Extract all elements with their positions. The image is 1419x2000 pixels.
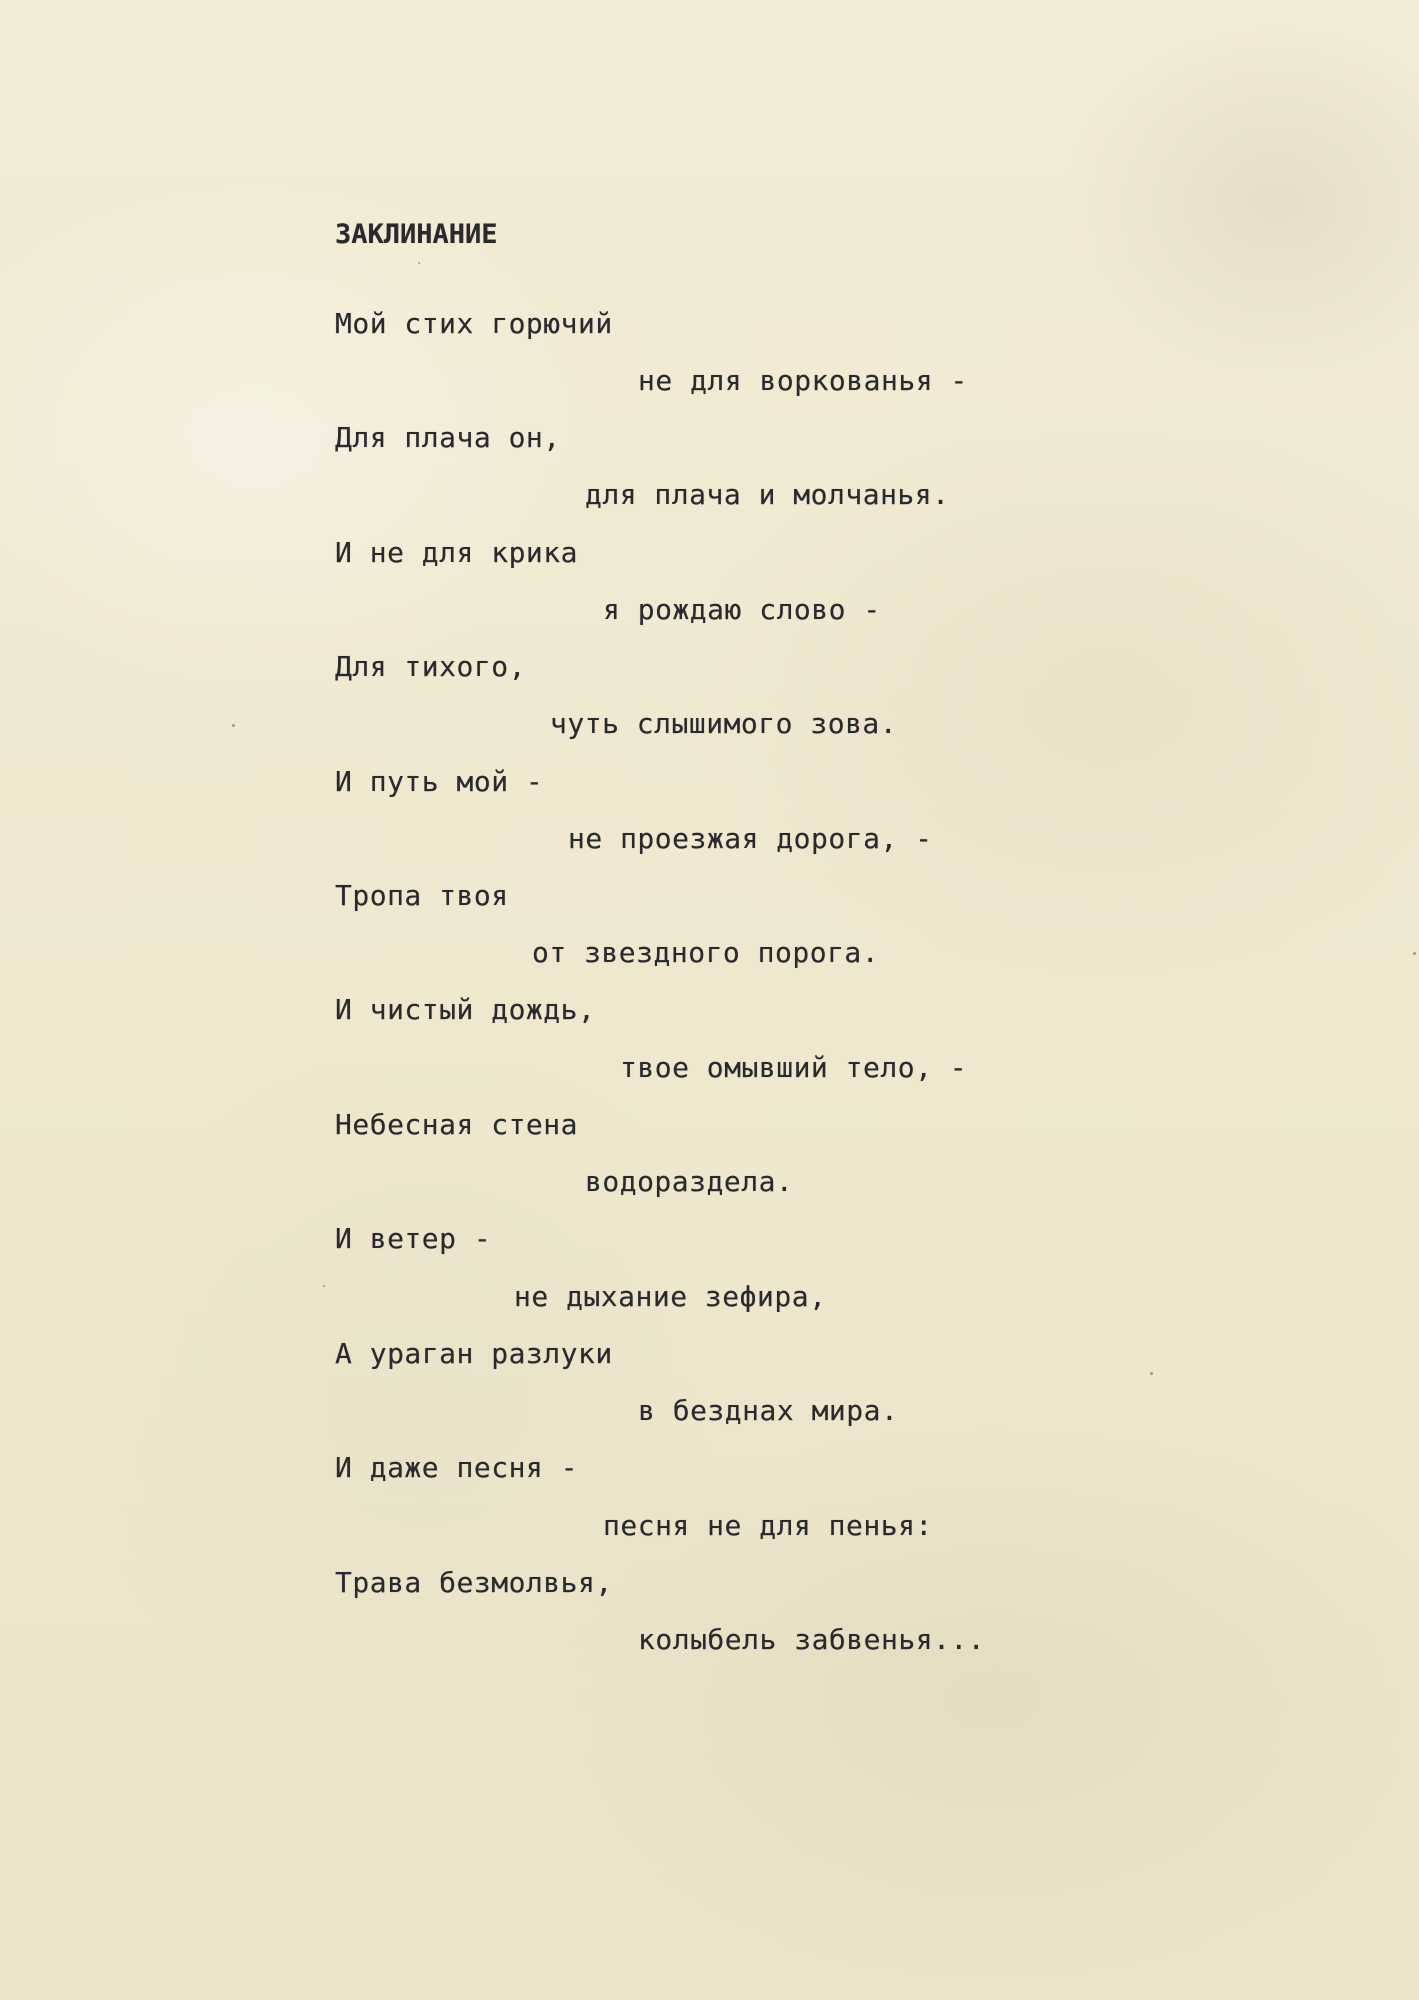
poem-line-16: водораздела. <box>585 1165 794 1198</box>
poem-line-3: Для плача он, <box>335 421 561 454</box>
poem-line-12: от звездного порога. <box>532 936 880 969</box>
poem-line-6: я рождаю слово - <box>603 593 881 626</box>
poem-line-24: колыбель забвенья... <box>638 1623 986 1656</box>
poem-line-4: для плача и молчанья. <box>585 478 950 511</box>
paper-speck <box>1413 952 1416 955</box>
paper-speck <box>232 724 235 727</box>
poem-line-8: чуть слышимого зова. <box>550 707 898 740</box>
poem-line-21: И даже песня - <box>335 1451 579 1484</box>
poem-line-14: твое омывший тело, - <box>620 1051 968 1084</box>
paper-speck <box>418 262 420 264</box>
poem-line-22: песня не для пенья: <box>603 1509 933 1542</box>
poem-line-9: И путь мой - <box>335 765 544 798</box>
poem-line-17: И ветер - <box>335 1222 492 1255</box>
poem-line-2: не для воркованья - <box>638 364 968 397</box>
poem-line-15: Небесная стена <box>335 1108 579 1141</box>
poem-line-10: не проезжая дорога, - <box>568 822 933 855</box>
poem-line-1: Мой стих горючий <box>335 307 613 340</box>
poem-line-5: И не для крика <box>335 536 579 569</box>
paper-speck <box>323 1285 325 1287</box>
poem-line-11: Тропа твоя <box>335 879 509 912</box>
poem-line-20: в безднах мира. <box>638 1394 899 1427</box>
poem-line-19: А ураган разлуки <box>335 1337 613 1370</box>
poem-line-7: Для тихого, <box>335 650 526 683</box>
paper-speck <box>1150 1372 1153 1375</box>
poem-line-13: И чистый дождь, <box>335 993 596 1026</box>
poem-line-18: не дыхание зефира, <box>514 1280 827 1313</box>
poem-title: ЗАКЛИНАНИЕ <box>335 219 498 250</box>
poem-line-23: Трава безмолвья, <box>335 1566 613 1599</box>
